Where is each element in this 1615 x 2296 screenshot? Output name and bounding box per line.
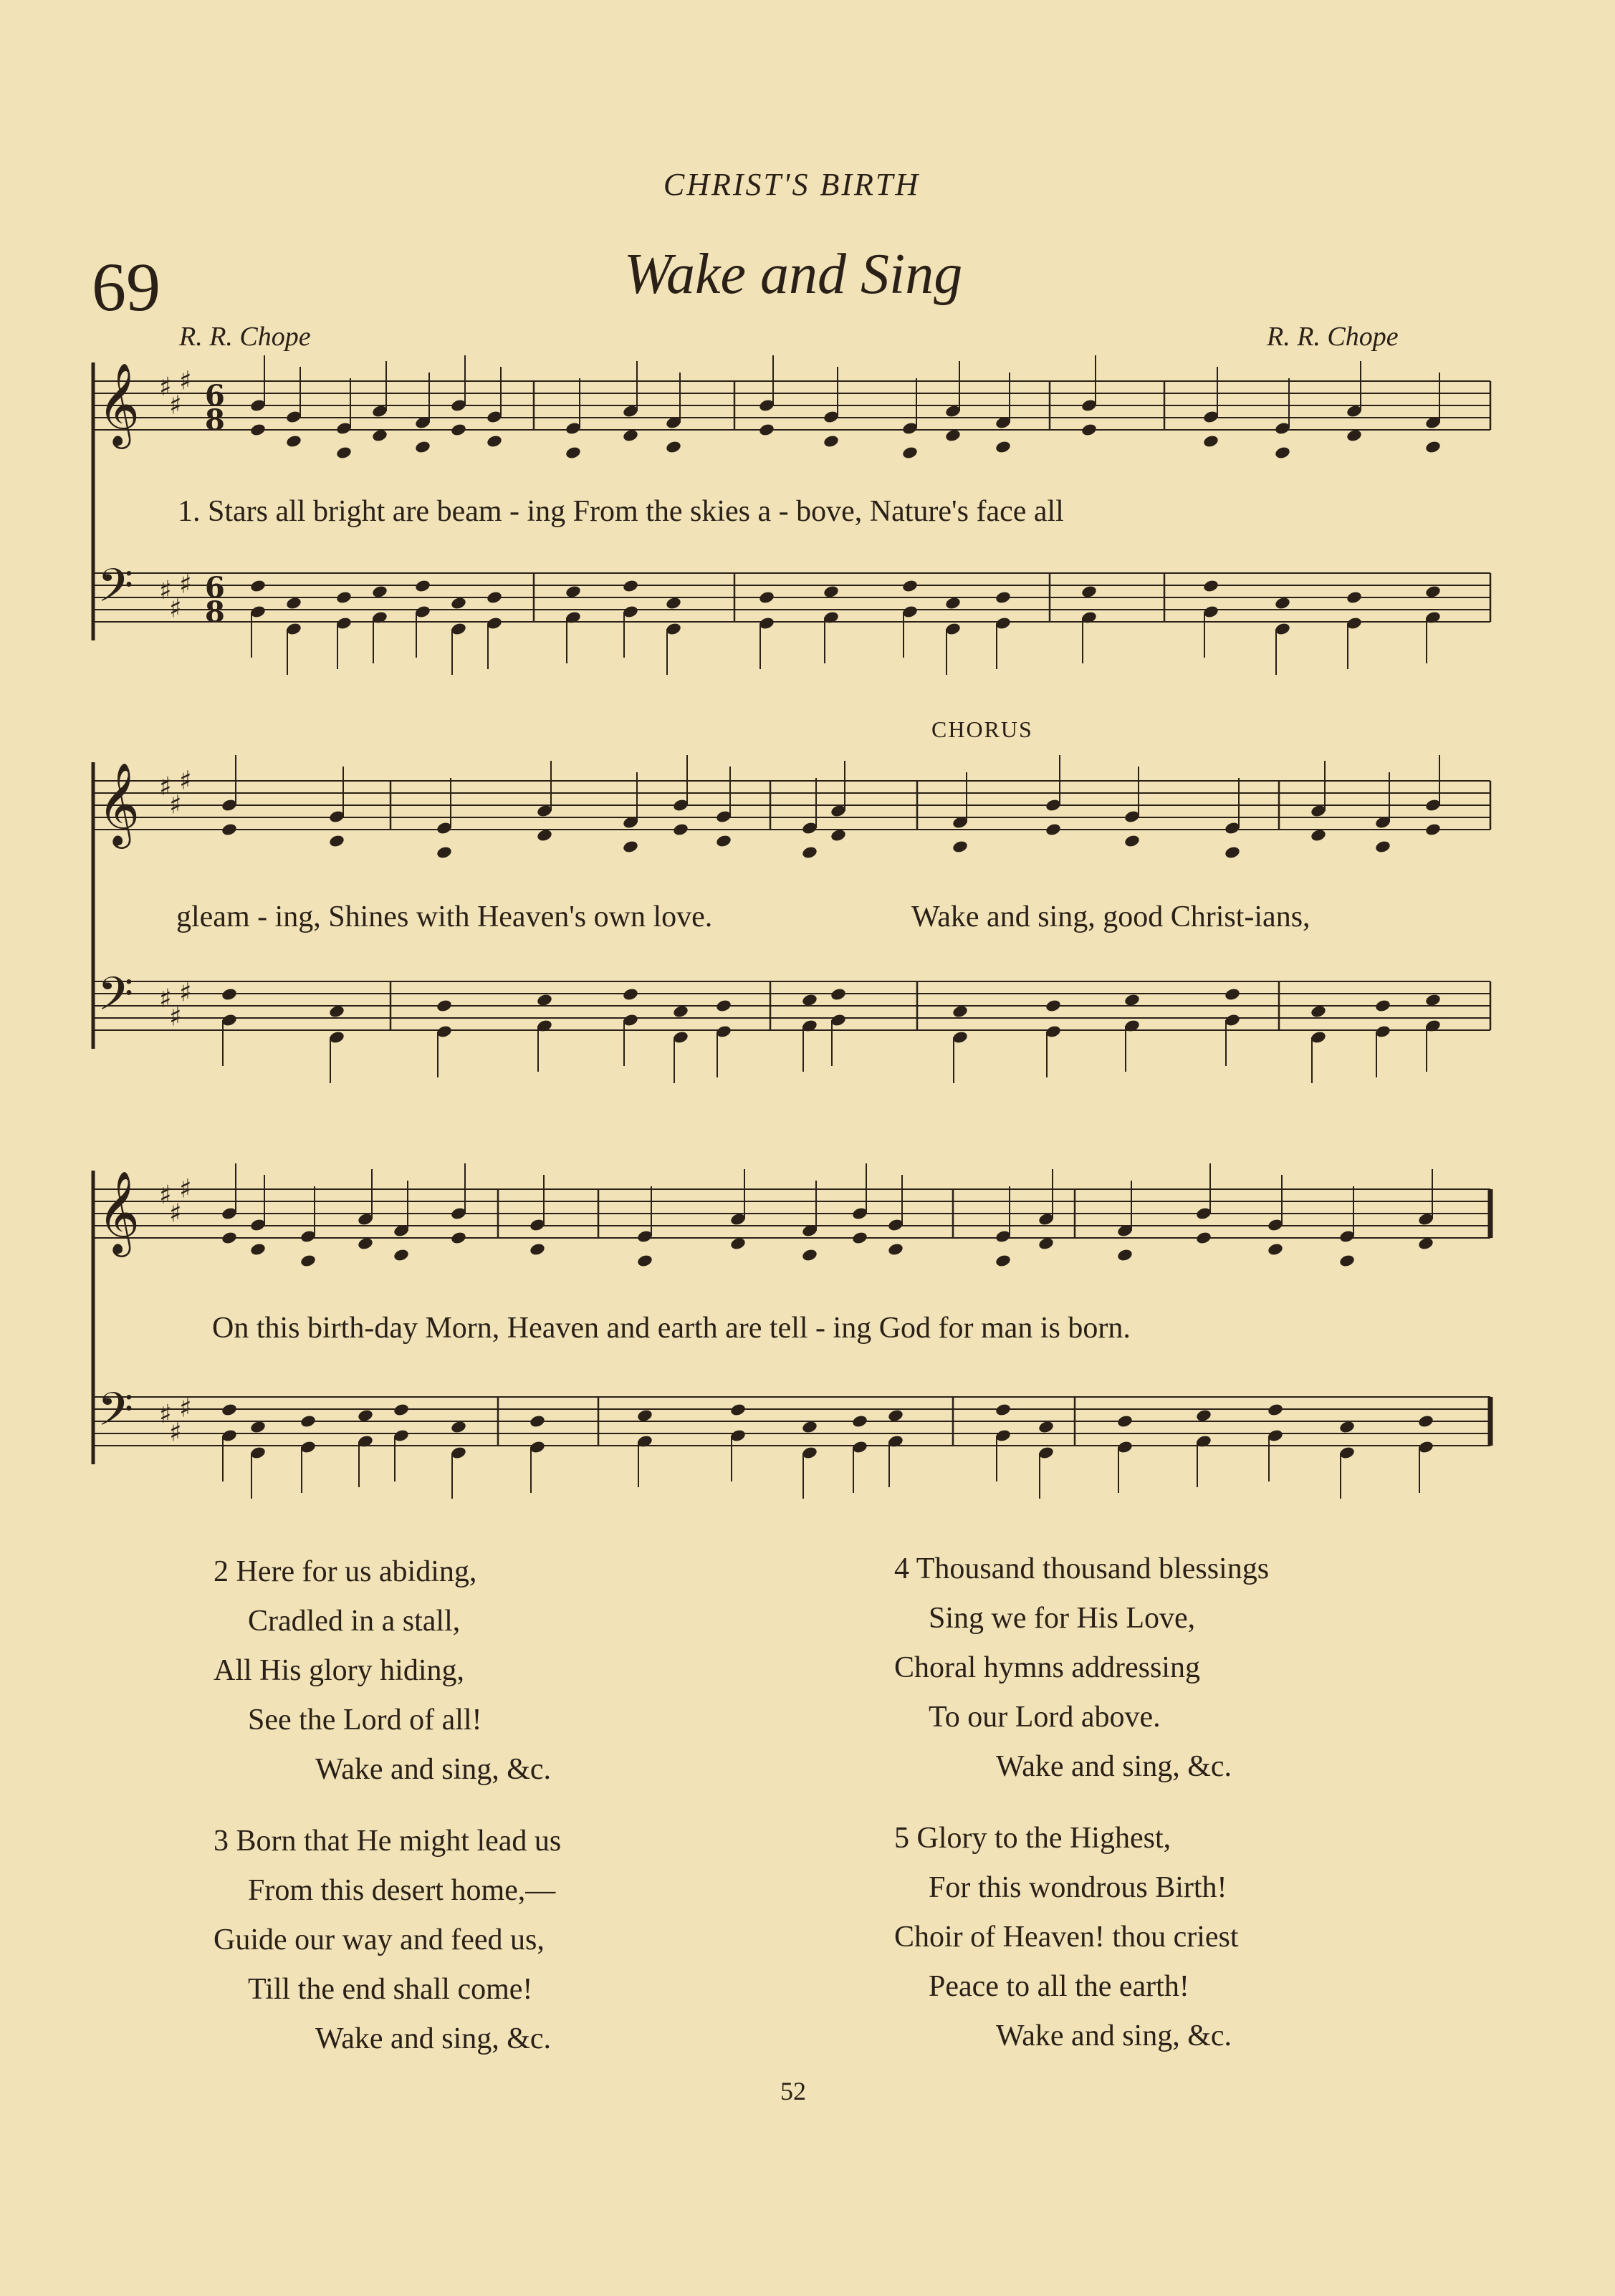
lyric-line-2b: Wake and sing, good Christ-ians,: [911, 900, 1310, 933]
bass-note: [393, 1403, 410, 1417]
verse-line: For this wondrous Birth!: [929, 1871, 1227, 1904]
verse-5: [894, 1814, 1239, 2061]
treble-clef-icon: 𝄞: [97, 362, 140, 446]
bass-note: [665, 596, 682, 610]
bass-note: [328, 1004, 345, 1019]
treble-note: [1274, 446, 1291, 460]
sharp-icon: ♯: [179, 1393, 192, 1423]
verse-line: [894, 1814, 1239, 1863]
treble-clef-icon: 𝄞: [97, 1170, 140, 1254]
bass-note: [1080, 585, 1098, 599]
verse-3: [214, 1817, 561, 2064]
bass-note: [1045, 999, 1062, 1013]
verse-2: [214, 1547, 551, 1795]
verse-number: 2: [214, 1555, 229, 1588]
treble-note: [1080, 423, 1098, 437]
treble-note: [436, 845, 453, 860]
verse-line: [214, 1817, 561, 1866]
time-signature: 8: [205, 403, 225, 437]
sharp-icon: ♯: [159, 373, 172, 402]
treble-note: [1346, 428, 1363, 443]
verse-line: Choir of Heaven! thou criest: [894, 1921, 1239, 1954]
verse-number: 3: [214, 1825, 229, 1858]
verse-line: Sing we for His Love,: [929, 1602, 1196, 1635]
time-signature: 6: [205, 571, 225, 605]
verse-text: Here for us abiding,: [236, 1555, 477, 1588]
bass-note: [1274, 596, 1291, 610]
arranger-credit: R. R. Chope: [1267, 322, 1399, 352]
sharp-icon: ♯: [179, 766, 192, 796]
sharp-icon: ♯: [159, 576, 172, 605]
bass-note: [1224, 987, 1241, 1002]
bass-note: [1037, 1420, 1055, 1434]
bass-note: [529, 1414, 546, 1428]
treble-note: [450, 423, 467, 437]
lyric-line-1: 1. Stars all bright are beam - ing From the skies a - bove, Nature's face all: [178, 495, 1064, 528]
verse-line: From this desert home,—: [248, 1874, 556, 1907]
sharp-icon: ♯: [179, 570, 192, 600]
lyric-line-3: On this birth-day Morn, Heaven and earth are tell - ing God for man is born.: [212, 1312, 1131, 1345]
bass-note: [221, 987, 238, 1002]
treble-note: [1310, 828, 1327, 842]
treble-note: [944, 428, 962, 443]
treble-note: [249, 1242, 267, 1257]
treble-note: [823, 434, 840, 448]
treble-note: [328, 834, 345, 848]
treble-note: [393, 1248, 410, 1262]
treble-note: [636, 1254, 653, 1268]
bass-note: [1374, 999, 1391, 1013]
treble-note: [249, 423, 267, 437]
verse-refrain: Wake and sing, &c.: [996, 2019, 1232, 2052]
treble-note: [1045, 822, 1062, 837]
treble-note: [1224, 845, 1241, 860]
verse-text: Glory to the Highest,: [916, 1822, 1171, 1855]
bass-clef-icon: 𝄢: [97, 559, 134, 624]
bass-note: [887, 1408, 904, 1423]
bass-note: [1338, 1420, 1356, 1434]
verse-line: To our Lord above.: [929, 1701, 1161, 1734]
bass-note: [450, 596, 467, 610]
treble-note: [1338, 1254, 1356, 1268]
time-signature: 6: [205, 379, 225, 413]
bass-note: [335, 590, 353, 605]
treble-note: [335, 446, 353, 460]
bass-note: [450, 1420, 467, 1434]
sharp-icon: ♯: [169, 1002, 182, 1032]
bass-note: [565, 585, 582, 599]
bass-note: [758, 590, 775, 605]
bass-note: [672, 1004, 689, 1019]
verse-text: Thousand thousand blessings: [916, 1552, 1270, 1585]
sharp-icon: ♯: [159, 1181, 172, 1210]
treble-note: [1374, 840, 1391, 854]
treble-note: [622, 840, 639, 854]
treble-note: [1417, 1236, 1434, 1251]
treble-note: [830, 828, 847, 842]
bass-note: [249, 579, 267, 593]
treble-note: [758, 423, 775, 437]
verse-number: 5: [894, 1822, 909, 1855]
treble-note: [1116, 1248, 1134, 1262]
bass-note: [1346, 590, 1363, 605]
bass-note: [249, 1420, 267, 1434]
verse-line: See the Lord of all!: [248, 1704, 482, 1737]
sharp-icon: ♯: [169, 390, 182, 421]
bass-note: [636, 1408, 653, 1423]
bass-note: [486, 590, 503, 605]
treble-note: [565, 446, 582, 460]
bass-note: [622, 987, 639, 1002]
bass-note: [823, 585, 840, 599]
treble-clef-icon: 𝄞: [97, 762, 140, 845]
bass-note: [285, 596, 302, 610]
bass-note: [414, 579, 431, 593]
bass-note: [622, 579, 639, 593]
treble-note: [887, 1242, 904, 1257]
verse-text: Born that He might lead us: [236, 1825, 562, 1858]
verse-line: Cradled in a stall,: [248, 1605, 461, 1638]
verse-line: Till the end shall come!: [248, 1973, 533, 2006]
treble-note: [1037, 1236, 1055, 1251]
bass-note: [944, 596, 962, 610]
treble-note: [357, 1236, 374, 1251]
treble-note: [221, 1231, 238, 1245]
bass-note: [1123, 993, 1141, 1007]
treble-note: [715, 834, 732, 848]
treble-note: [1424, 822, 1442, 837]
treble-note: [995, 440, 1012, 454]
bass-note: [1267, 1403, 1284, 1417]
section-title: CHRIST'S BIRTH: [663, 167, 921, 202]
treble-note: [665, 440, 682, 454]
treble-note: [1202, 434, 1219, 448]
bass-note: [801, 993, 818, 1007]
treble-note: [1123, 834, 1141, 848]
verse-line: Peace to all the earth!: [929, 1970, 1189, 2003]
bass-note: [1195, 1408, 1212, 1423]
treble-note: [299, 1254, 317, 1268]
sharp-icon: ♯: [169, 790, 182, 820]
bass-note: [715, 999, 732, 1013]
bass-note: [536, 993, 553, 1007]
sharp-icon: ♯: [179, 1174, 192, 1204]
verse-refrain: Wake and sing, &c.: [996, 1750, 1232, 1783]
verse-refrain: Wake and sing, &c.: [315, 1753, 552, 1786]
treble-note: [486, 434, 503, 448]
treble-note: [995, 1254, 1012, 1268]
treble-note: [801, 1248, 818, 1262]
bass-clef-icon: 𝄢: [97, 968, 134, 1032]
treble-note: [952, 840, 969, 854]
bass-note: [729, 1403, 747, 1417]
chorus-label: CHORUS: [931, 716, 1033, 742]
treble-note: [851, 1231, 868, 1245]
treble-note: [622, 428, 639, 443]
bass-note: [1310, 1004, 1327, 1019]
sharp-icon: ♯: [159, 984, 172, 1014]
bass-note: [901, 579, 919, 593]
page-number: 52: [780, 2077, 806, 2105]
bass-note: [801, 1420, 818, 1434]
bass-note: [851, 1414, 868, 1428]
sharp-icon: ♯: [179, 366, 192, 396]
bass-note: [995, 1403, 1012, 1417]
sharp-icon: ♯: [169, 594, 182, 624]
treble-note: [1424, 440, 1442, 454]
composer-credit: R. R. Chope: [179, 322, 311, 352]
verse-line: Choral hymns addressing: [894, 1651, 1200, 1684]
treble-note: [1195, 1231, 1212, 1245]
verse-line: [894, 1545, 1269, 1594]
sharp-icon: ♯: [159, 772, 172, 802]
verse-line: All His glory hiding,: [214, 1654, 465, 1687]
sharp-icon: ♯: [159, 1400, 172, 1429]
treble-note: [801, 845, 818, 860]
bass-note: [371, 585, 388, 599]
bass-note: [995, 590, 1012, 605]
treble-note: [901, 446, 919, 460]
sharp-icon: ♯: [179, 978, 192, 1008]
bass-note: [221, 1403, 238, 1417]
bass-note: [436, 999, 453, 1013]
verse-line: Guide our way and feed us,: [214, 1923, 545, 1956]
verse-number: 4: [894, 1552, 909, 1585]
hymn-number: 69: [92, 249, 160, 325]
lyric-line-2a: gleam - ing, Shines with Heaven's own love.: [176, 900, 713, 933]
treble-note: [672, 822, 689, 837]
bass-note: [299, 1414, 317, 1428]
bass-note: [1424, 993, 1442, 1007]
verse-4: [894, 1545, 1269, 1792]
treble-note: [450, 1231, 467, 1245]
verse-refrain: Wake and sing, &c.: [315, 2022, 552, 2055]
bass-note: [1202, 579, 1219, 593]
treble-note: [371, 428, 388, 443]
bass-note: [952, 1004, 969, 1019]
treble-note: [1267, 1242, 1284, 1257]
time-signature: 8: [205, 595, 225, 629]
treble-note: [729, 1236, 747, 1251]
bass-note: [1116, 1414, 1134, 1428]
treble-note: [221, 822, 238, 837]
hymn-title: Wake and Sing: [623, 243, 963, 306]
bass-note: [830, 987, 847, 1002]
bass-clef-icon: 𝄢: [97, 1383, 134, 1448]
treble-note: [529, 1242, 546, 1257]
sharp-icon: ♯: [169, 1418, 182, 1448]
bass-note: [357, 1408, 374, 1423]
treble-note: [536, 828, 553, 842]
verse-line: [214, 1547, 551, 1597]
treble-note: [285, 434, 302, 448]
sharp-icon: ♯: [169, 1199, 182, 1229]
bass-note: [1417, 1414, 1434, 1428]
treble-note: [414, 440, 431, 454]
bass-note: [1424, 585, 1442, 599]
